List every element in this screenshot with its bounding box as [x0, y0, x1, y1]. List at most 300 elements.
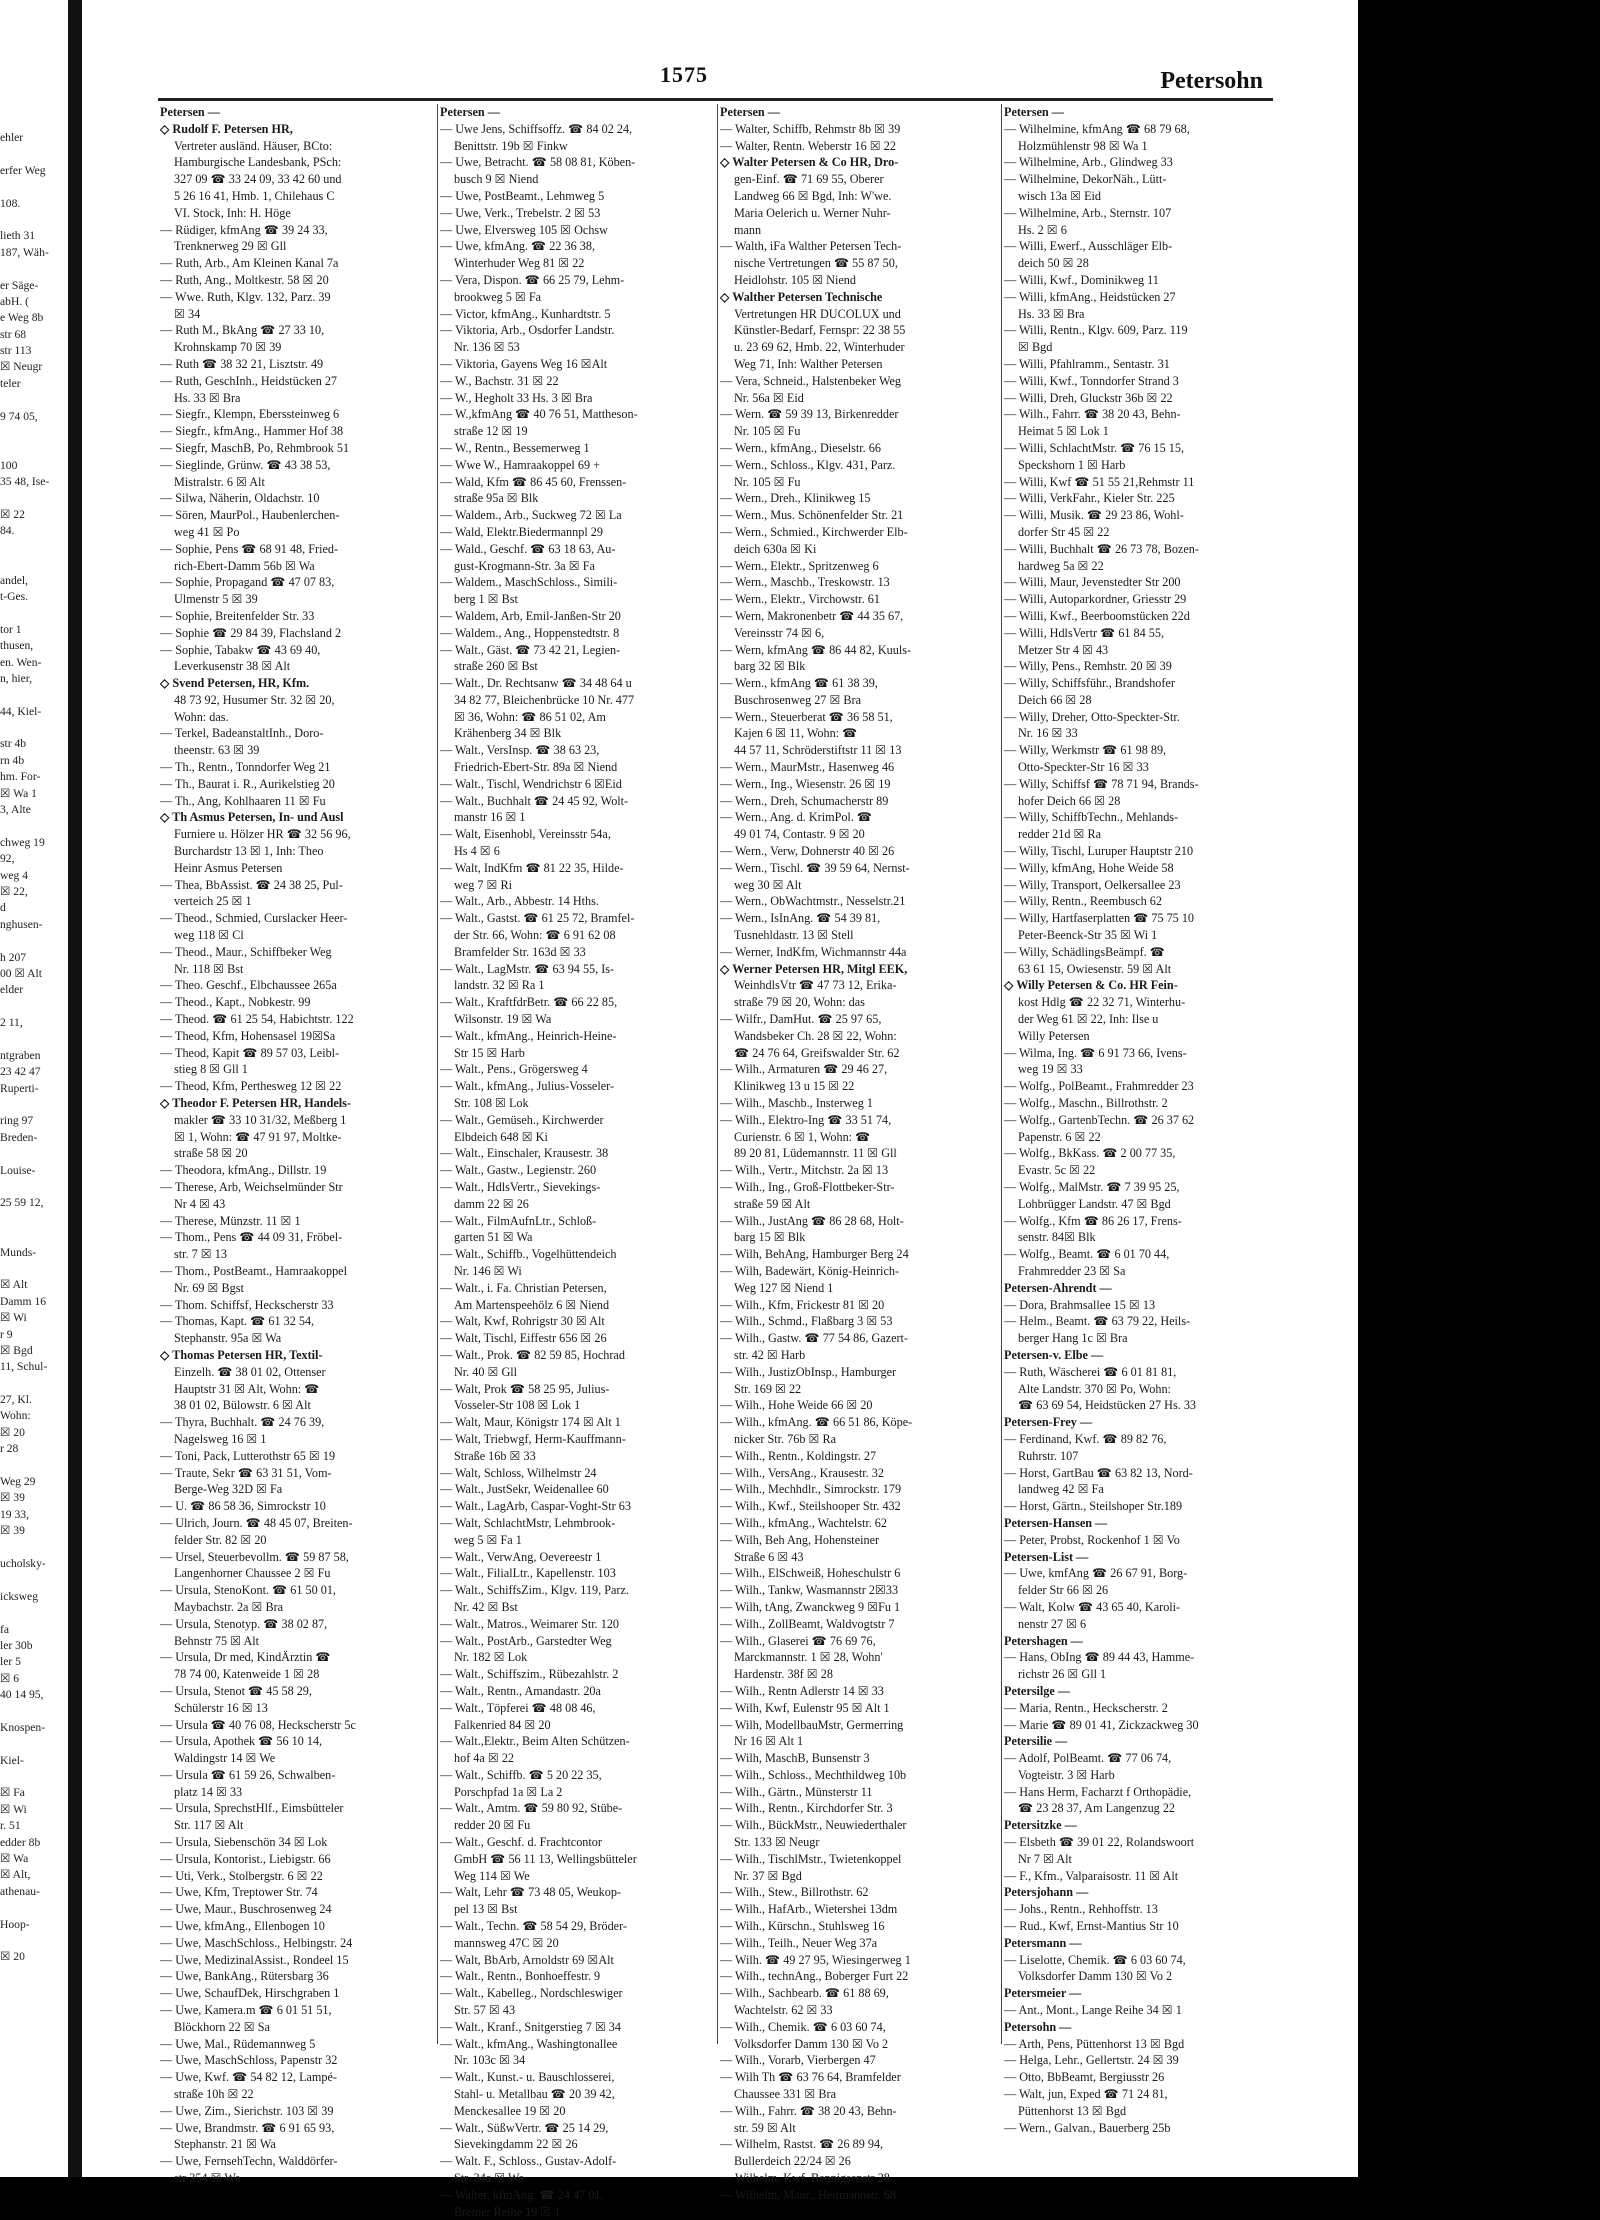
running-head: Petersohn [1160, 68, 1263, 94]
entry-heading: Petersjohann — [1004, 1885, 1089, 1900]
directory-entry: — Willi, Kwf., Tonndorfer Strand 3 [1004, 373, 1179, 388]
facing-page-line [0, 212, 66, 228]
facing-page-line: tor 1 [0, 622, 22, 636]
entry-continuation: Hs. 2 ☒ 6 [1018, 222, 1067, 237]
entry-continuation: Krähenberg 34 ☒ Blk [454, 726, 562, 741]
entry-heading: Petersen — [440, 105, 500, 119]
directory-entry: — Wilh., Stew., Billrothstr. 62 [720, 1885, 869, 1900]
directory-entry: — Wilh., Gärtn., Münsterstr 11 [720, 1784, 873, 1799]
directory-entry: — Uwe Jens, Schiffsoffz. ☎ 84 02 24, [440, 121, 633, 136]
facing-page-line: 84. [0, 524, 15, 538]
facing-page-line [0, 1179, 66, 1195]
directory-entry: — Ursula, Stenot ☎ 45 58 29, [160, 1683, 312, 1698]
directory-entry: — Wilhelm, Kwf, Bennigsenstr 28 [720, 2171, 890, 2186]
entry-continuation: Mistralstr. 6 ☒ Alt [174, 474, 265, 489]
entry-continuation: Krohnskamp 70 ☒ 39 [174, 340, 282, 355]
entry-continuation: Str. 57 ☒ 43 [454, 2003, 516, 2018]
entry-continuation: 5 26 16 41, Hmb. 1, Chilehaus C [174, 188, 335, 203]
directory-entry: — Wilh., Sachbearb. ☎ 61 88 69, [720, 1986, 889, 2001]
facing-page-line [0, 605, 66, 621]
directory-entry: — Wilh., Rentn Adlerstr 14 ☒ 33 [720, 1683, 884, 1698]
directory-entry: — Peter, Probst, Rockenhof 1 ☒ Vo [1004, 1532, 1180, 1547]
directory-entry: — Johs., Rentn., Rehhoffstr. 13 [1004, 1902, 1158, 1917]
directory-entry: — Willy, Schiffsführ., Brandshofer [1004, 676, 1175, 691]
facing-page-line: ☒ Wi [0, 1802, 27, 1816]
facing-page-line: hm. For- [0, 770, 41, 784]
entry-continuation: berger Hang 1c ☒ Bra [1018, 1331, 1128, 1346]
entry-continuation: Evastr. 5c ☒ 22 [1018, 1163, 1096, 1178]
entry-continuation: Blöckhorn 22 ☒ Sa [174, 2019, 270, 2034]
directory-entry: — Viktoria, Gayens Weg 16 ☒Alt [440, 356, 608, 371]
facing-page-line [0, 1605, 66, 1621]
entry-continuation: ☎ 63 69 54, Heidstücken 27 Hs. 33 [1018, 1398, 1197, 1413]
directory-entry: — Uwe, Betracht. ☎ 58 08 81, Köben- [440, 155, 636, 170]
entry-continuation: Behnstr 75 ☒ Alt [174, 1633, 260, 1648]
directory-entry: — Ruth M., BkAng ☎ 27 33 10, [160, 323, 325, 338]
facing-page-line: ntgraben [0, 1048, 41, 1062]
directory-entry: — Wilh., Vorarb, Vierbergen 47 [720, 2053, 876, 2068]
entry-continuation: Hs. 33 ☒ Bra [174, 390, 241, 405]
column-3 [720, 104, 999, 2202]
directory-entry: — Vera, Schneid., Halstenbeker Weg [720, 373, 901, 388]
entry-continuation: 44 57 11, Schröderstiftstr 11 ☒ 13 [734, 743, 902, 758]
directory-entry: — Thom., Pens ☎ 44 09 31, Fröbel- [160, 1230, 343, 1245]
entry-continuation: weg 19 ☒ 33 [1018, 1062, 1083, 1077]
entry-continuation: Frahmredder 23 ☒ Sa [1018, 1263, 1126, 1278]
entry-continuation: Volksdorfer Damm 130 ☒ Vo 2 [734, 2036, 889, 2051]
directory-entry: — Werner, IndKfm, Wichmannstr 44a [720, 944, 907, 959]
entry-continuation: 38 01 02, Bülowstr. 6 ☒ Alt [174, 1398, 311, 1413]
entry-heading: Petersen-Hansen — [1004, 1515, 1108, 1530]
directory-entry: — Maria, Rentn., Heckscherstr. 2 [1004, 1700, 1168, 1715]
entry-continuation: Burchardstr 13 ☒ 1, Inh: Theo [174, 844, 324, 859]
facing-page-line: ☒ Wi [0, 1311, 27, 1325]
entry-continuation: redder 21d ☒ Ra [1018, 827, 1102, 842]
entry-continuation: garten 51 ☒ Wa [454, 1230, 533, 1245]
entry-heading: ◇ Walter Petersen & Co HR, Dro- [720, 155, 899, 170]
directory-entry: — Wolfg., GartenbTechn. ☎ 26 37 62 [1004, 1112, 1195, 1127]
directory-entry: — Walt., Buchhalt ☎ 24 45 92, Wolt- [440, 793, 629, 808]
entry-heading: ◇ Walther Petersen Technische [720, 289, 883, 304]
entry-continuation: Speckshorn 1 ☒ Harb [1018, 457, 1126, 472]
directory-entry: — Wern., ObWachtmstr., Nesselstr.21 [720, 894, 906, 909]
entry-continuation: damm 22 ☒ 26 [454, 1196, 529, 1211]
entry-continuation: Schülerstr 16 ☒ 13 [174, 1700, 268, 1715]
directory-entry: — Willi, Kwf., Dominikweg 11 [1004, 272, 1159, 287]
entry-continuation: Metzer Str 4 ☒ 43 [1018, 642, 1109, 657]
column-divider [717, 104, 718, 2044]
directory-entry: — Wilma, Ing. ☎ 6 91 73 66, Ivens- [1004, 1045, 1187, 1060]
directory-entry: — Silwa, Näherin, Oldachstr. 10 [160, 491, 320, 506]
directory-entry: — Wilh., Chemik. ☎ 6 03 60 74, [720, 2019, 886, 2034]
entry-continuation: mann [734, 222, 762, 237]
directory-entry: — Uwe, MaschSchloss., Helbingstr. 24 [160, 1935, 353, 1950]
facing-page-line: Damm 16 [0, 1294, 47, 1308]
facing-page-line [0, 392, 66, 408]
directory-entry: — Walt., Gemüseh., Kirchwerder [440, 1112, 604, 1127]
entry-continuation: Ruhrstr. 107 [1018, 1448, 1079, 1463]
directory-entry: — Wern., Elektr., Virchowstr. 61 [720, 592, 880, 607]
directory-entry: — Wern., Ang. d. KrimPol. ☎ [720, 810, 873, 825]
facing-page-line: ☒ 22 [0, 507, 25, 521]
entry-continuation: straße 10h ☒ 22 [174, 2087, 254, 2102]
directory-entry: — Theod., Maur., Schiffbeker Weg [160, 944, 332, 959]
facing-page-line: edder 8b [0, 1835, 41, 1849]
directory-entry: — Wern. ☎ 59 39 13, Birkenredder [720, 407, 899, 422]
directory-entry: — Willy, Werkmstr ☎ 61 98 89, [1004, 743, 1167, 758]
entry-heading: Petershagen — [1004, 1633, 1083, 1648]
facing-page-line: Breden- [0, 1130, 38, 1144]
directory-entry: — Wolfg., Maschn., Billrothstr. 2 [1004, 1096, 1168, 1111]
facing-page-line: ☒ 22, [0, 884, 28, 898]
entry-continuation: nische Vertretungen ☎ 55 87 50, [734, 256, 898, 271]
facing-page-line [0, 1769, 66, 1785]
entry-continuation: Nr. 69 ☒ Bgst [174, 1280, 244, 1295]
entry-continuation: Furniere u. Hölzer HR ☎ 32 56 96, [174, 827, 351, 842]
directory-entry: — Rud., Kwf, Ernst-Mantius Str 10 [1004, 1919, 1179, 1934]
facing-page-line: ☒ Fa [0, 1786, 25, 1800]
entry-continuation: der Str. 66, Wohn: ☎ 6 91 62 08 [454, 928, 616, 943]
directory-entry: — Walt., Gastw., Legienstr. 260 [440, 1163, 597, 1178]
directory-entry: — Therese, Münzstr. 11 ☒ 1 [160, 1213, 301, 1228]
directory-entry: — Walt., kfmAng., Heinrich-Heine- [440, 1028, 617, 1043]
directory-entry: — Walt., Rentn., Amandastr. 20a [440, 1683, 601, 1698]
facing-page-line: ☒ Wa 1 [0, 786, 37, 800]
facing-page-line [0, 179, 66, 195]
entry-continuation: Marckmannstr. 1 ☒ 28, Wohn' [734, 1650, 883, 1665]
facing-page-line [0, 491, 66, 507]
entry-heading: Petersen — [1004, 105, 1064, 119]
facing-page-line [0, 261, 66, 277]
directory-entry: — Willy, Tischl, Luruper Hauptstr 210 [1004, 844, 1194, 859]
directory-entry: — Willi, Rentn., Klgv. 609, Parz. 119 [1004, 323, 1188, 338]
directory-entry: — Theod., Schmied, Curslacker Heer- [160, 911, 348, 926]
facing-page-line: e Weg 8b [0, 311, 44, 325]
entry-continuation: straße 95a ☒ Blk [454, 491, 539, 506]
entry-continuation: Papenstr. 6 ☒ 22 [1018, 1129, 1101, 1144]
directory-entry: — Wilh, MaschB, Bunsenstr 3 [720, 1751, 870, 1766]
facing-page-line: Ruperti- [0, 1081, 39, 1095]
entry-continuation: Hardenstr. 38f ☒ 28 [734, 1667, 833, 1682]
directory-entry: — Wilh., VersAng., Krausestr. 32 [720, 1465, 884, 1480]
directory-entry: — Walt., Töpferei ☎ 48 08 46, [440, 1700, 596, 1715]
directory-entry: — Willi, HdlsVertr ☎ 61 84 55, [1004, 625, 1165, 640]
directory-entry: — Waldem., Arb., Suckweg 72 ☒ La [440, 508, 622, 523]
entry-continuation: Nr. 146 ☒ Wi [454, 1263, 522, 1278]
entry-continuation: Volksdorfer Damm 130 ☒ Vo 2 [1018, 1969, 1173, 1984]
facing-page-line: ☒ Alt, [0, 1868, 31, 1882]
entry-continuation: Maybachstr. 2a ☒ Bra [174, 1599, 284, 1614]
directory-entry: — Walter, kfmAng. ☎ 24 47 01, [440, 2187, 604, 2202]
directory-entry: — Ursula, Stenotyp. ☎ 38 02 87, [160, 1616, 328, 1631]
entry-continuation: Weg 127 ☒ Niend 1 [734, 1280, 834, 1295]
directory-entry: — Wilh., Maschb., Insterweg 1 [720, 1096, 873, 1111]
directory-entry: — Theo. Geschf., Elbchaussee 265a [160, 978, 337, 993]
entry-continuation: Alte Landstr. 370 ☒ Po, Wohn: [1018, 1381, 1171, 1396]
entry-continuation: Str. 117 ☒ Alt [174, 1818, 244, 1833]
directory-entry: — Wilh., TischlMstr., Twietenkoppel [720, 1851, 902, 1866]
directory-entry: — Wilh., ElSchweiß, Hoheschulstr 6 [720, 1566, 901, 1581]
entry-continuation: 34 82 77, Bleichenbrücke 10 Nr. 477 [454, 692, 635, 707]
directory-entry: — Walt., KraftfdrBetr. ☎ 66 22 85, [440, 995, 618, 1010]
entry-heading: Petersmann — [1004, 1935, 1082, 1950]
directory-entry: — Th., Baurat i. R., Aurikelstieg 20 [160, 776, 335, 791]
facing-page-line [0, 425, 66, 441]
directory-entry: — Uwe, kmfAng ☎ 26 67 91, Borg- [1004, 1566, 1188, 1581]
facing-page-line [0, 1261, 66, 1277]
entry-continuation: Stahl- u. Metallbau ☎ 20 39 42, [454, 2087, 615, 2102]
facing-page-line: 2 11, [0, 1016, 23, 1030]
facing-page-line [0, 1572, 66, 1588]
directory-entry: — Theod, Kfm, Perthesweg 12 ☒ 22 [160, 1079, 342, 1094]
entry-continuation: Nr 4 ☒ 43 [174, 1196, 226, 1211]
entry-continuation: Nr. 56a ☒ Eid [734, 390, 804, 405]
facing-page-line [0, 1097, 66, 1113]
entry-continuation: VI. Stock, Inh: H. Höge [174, 205, 291, 220]
directory-entry: — Walt., Einschaler, Krausestr. 38 [440, 1146, 609, 1161]
facing-page-line: 9 74 05, [0, 409, 38, 423]
entry-heading: Petersen-v. Elbe — [1004, 1347, 1104, 1362]
directory-entry: — Uwe, Mal., Rüdemannweg 5 [160, 2036, 316, 2051]
entry-continuation: gust-Krogmann-Str. 3a ☒ Fa [454, 558, 595, 573]
entry-continuation: makler ☎ 33 10 31/32, Meßberg 1 [174, 1112, 347, 1127]
directory-entry: — Wilh., technAng., Boberger Furt 22 [720, 1969, 909, 1984]
entry-continuation: Hs. 33 ☒ Bra [1018, 306, 1085, 321]
directory-entry: — Wern., kfmAng ☎ 61 38 39, [720, 676, 878, 691]
directory-entry: — Walt, Schloss, Wilhelmstr 24 [440, 1465, 597, 1480]
directory-entry: — Walter, Schiffb, Rehmstr 8b ☒ 39 [720, 121, 901, 136]
entry-continuation: Waldingstr 14 ☒ We [174, 1751, 276, 1766]
facing-page-line: r. 51 [0, 1819, 21, 1833]
facing-page-strip [0, 130, 66, 2110]
directory-entry: — Ursula, StenoKont. ☎ 61 50 01, [160, 1583, 336, 1598]
entry-continuation: felder Str. 82 ☒ 20 [174, 1532, 267, 1547]
entry-heading: Petersilge — [1004, 1683, 1070, 1698]
directory-entry: — Wald, Elektr.Biedermannpl 29 [440, 524, 603, 539]
directory-entry: — Siegfr., kfmAng., Hammer Hof 38 [160, 424, 344, 439]
directory-entry: — Wald., Geschf. ☎ 63 18 63, Au- [440, 541, 616, 556]
directory-entry: — Wilhelmine, DekorNäh., Lütt- [1004, 172, 1167, 187]
entry-continuation: Nr. 40 ☒ Gll [454, 1364, 518, 1379]
facing-page-line: 00 ☒ Alt [0, 966, 42, 980]
entry-continuation: Menckesallee 19 ☒ 20 [454, 2103, 566, 2118]
directory-entry: — Sophie, Tabakw ☎ 43 69 40, [160, 642, 321, 657]
directory-entry: — Wilh., Gastw. ☎ 77 54 86, Gazert- [720, 1331, 908, 1346]
directory-entry: — Horst, Gärtn., Steilshoper Str.189 [1004, 1499, 1183, 1514]
directory-entry: — Walt., Gastst. ☎ 61 25 72, Bramfel- [440, 911, 635, 926]
facing-page-line: n, hier, [0, 671, 33, 685]
entry-continuation: ☒ 1, Wohn: ☎ 47 91 97, Moltke- [174, 1129, 342, 1144]
directory-entry: — Uwe, SchaufDek, Hirschgraben 1 [160, 1986, 340, 2001]
directory-entry: — Ursula, Dr med, KindÄrztin ☎ [160, 1650, 331, 1665]
entry-continuation: richstr 26 ☒ Gll 1 [1018, 1667, 1107, 1682]
facing-page-line [0, 1458, 66, 1474]
entry-continuation: Püttenhorst 13 ☒ Bgd [1018, 2103, 1127, 2118]
directory-entry: — Wolfg., Kfm ☎ 86 26 17, Frens- [1004, 1213, 1182, 1228]
directory-entry: — Siegfr., Klempn, Eberssteinweg 6 [160, 407, 340, 422]
directory-entry: — Theodora, kfmAng., Dillstr. 19 [160, 1163, 327, 1178]
directory-entry: — Willi, SchlachtMstr. ☎ 76 15 15, [1004, 440, 1185, 455]
directory-entry: — Toni, Pack, Lutterothstr 65 ☒ 19 [160, 1448, 336, 1463]
directory-entry: — Wilh., BückMstr., Neuwiederthaler [720, 1818, 907, 1833]
facing-page-line: rn 4b [0, 753, 25, 767]
directory-entry: — Wern., Tischl. ☎ 39 59 64, Nernst- [720, 860, 910, 875]
entry-continuation: nenstr 27 ☒ 6 [1018, 1616, 1087, 1631]
facing-page-line [0, 1228, 66, 1244]
entry-continuation: Nagelsweg 16 ☒ 1 [174, 1431, 267, 1446]
entry-continuation: Nr. 37 ☒ Bgd [734, 1868, 802, 1883]
directory-entry: — Walt., kfmAng., Julius-Vosseler- [440, 1079, 615, 1094]
directory-entry: — Thomas, Kapt. ☎ 61 32 54, [160, 1314, 315, 1329]
entry-continuation: Klinikweg 13 u 15 ☒ 22 [734, 1079, 855, 1094]
header-rule [158, 98, 1273, 101]
directory-entry: — Uwe, Kfm, Treptower Str. 74 [160, 1885, 318, 1900]
directory-entry: — Willi, Buchhalt ☎ 26 73 78, Bozen- [1004, 541, 1199, 556]
directory-entry: — Theod., Kapt., Nobkestr. 99 [160, 995, 311, 1010]
directory-entry: — Uwe, Kamera.m ☎ 6 01 51 51, [160, 2003, 332, 2018]
directory-entry: — Walt., VerwAng, Oevereestr 1 [440, 1549, 602, 1564]
directory-entry: — Willi, VerkFahr., Kieler Str. 225 [1004, 491, 1175, 506]
directory-entry: — Wilh Th ☎ 63 76 64, Bramfelder [720, 2070, 901, 2085]
directory-entry: — Willy, Transport, Oelkersallee 23 [1004, 877, 1181, 892]
facing-page-line: 100 [0, 458, 18, 472]
directory-entry: — Wern., Schloss., Klgv. 431, Parz. [720, 457, 896, 472]
facing-page-line: nghusen- [0, 917, 43, 931]
directory-entry: — Uwe, MedizinalAssist., Rondeel 15 [160, 1952, 349, 1967]
entry-continuation: Wilsonstr. 19 ☒ Wa [454, 1012, 552, 1027]
entry-continuation: str. 42 ☒ Harb [734, 1347, 806, 1362]
facing-page-line: r 28 [0, 1442, 19, 1456]
entry-continuation: Heinr Asmus Petersen [174, 860, 283, 875]
directory-entry: — Marie ☎ 89 01 41, Zickzackweg 30 [1004, 1717, 1199, 1732]
entry-continuation: Willy Petersen [1018, 1028, 1090, 1043]
directory-entry: — Wilh., Armaturen ☎ 29 46 27, [720, 1062, 888, 1077]
directory-entry: — Walt., i. Fa. Christian Petersen, [440, 1280, 607, 1295]
entry-heading: Petersitzke — [1004, 1818, 1077, 1833]
directory-entry: — Wilh., Ing., Groß-Flottbeker-Str- [720, 1180, 895, 1194]
column-1 [160, 104, 434, 2186]
entry-continuation: Chaussee 331 ☒ Bra [734, 2087, 836, 2102]
entry-continuation: der Weg 61 ☒ 22, Inh: Ilse u [1018, 1012, 1159, 1027]
entry-heading: Petersen — [720, 105, 780, 119]
directory-entry: — W., Hegholt 33 Hs. 3 ☒ Bra [440, 390, 593, 405]
directory-entry: — Wern., Verw, Dohnerstr 40 ☒ 26 [720, 844, 895, 859]
facing-page-line [0, 1540, 66, 1556]
entry-continuation: landweg 42 ☒ Fa [1018, 1482, 1104, 1497]
directory-entry: — Elsbeth ☎ 39 01 22, Rolandswoort [1004, 1835, 1195, 1850]
facing-page-line [0, 687, 66, 703]
facing-page-line: 92, [0, 852, 15, 866]
entry-continuation: redder 20 ☒ Fu [454, 1818, 531, 1833]
directory-entry: — Sophie, Propagand ☎ 47 07 83, [160, 575, 335, 590]
directory-entry: — Walt., Prok. ☎ 82 59 85, Hochrad [440, 1347, 625, 1362]
directory-entry: — Ursula, Siebenschön 34 ☒ Lok [160, 1835, 328, 1850]
directory-entry: — Wilh., ZollBeamt, Waldvogtstr 7 [720, 1616, 895, 1631]
facing-page-line: ☒ Wa [0, 1852, 29, 1866]
directory-entry: — Siegfr, MaschB, Po, Rehmbrook 51 [160, 440, 350, 455]
facing-page-line: teler [0, 376, 21, 390]
entry-continuation: stieg 8 ☒ Gll 1 [174, 1062, 248, 1077]
entry-continuation: straße 79 ☒ 20, Wohn: das [734, 995, 865, 1010]
directory-entry: — Wilhelmine, kfmAng ☎ 68 79 68, [1004, 121, 1190, 136]
entry-heading: Petersen-Frey — [1004, 1415, 1093, 1430]
column-2 [440, 104, 715, 2219]
facing-page-line [0, 1212, 66, 1228]
directory-entry: — Wern., Dreh, Schumacherstr 89 [720, 793, 889, 808]
directory-entry: — Wilh., Hohe Weide 66 ☒ 20 [720, 1398, 873, 1413]
entry-continuation: berg 1 ☒ Bst [454, 592, 518, 607]
entry-continuation: theenstr. 63 ☒ 39 [174, 743, 260, 758]
entry-continuation: Porschpfad 1a ☒ La 2 [454, 1784, 563, 1799]
directory-entry: — Arth, Pens, Püttenhorst 13 ☒ Bgd [1004, 2036, 1185, 2051]
directory-entry: — Uwe, MaschSchloss, Papenstr 32 [160, 2053, 338, 2068]
entry-continuation: mannsweg 47C ☒ 20 [454, 1935, 559, 1950]
facing-page-line: Hoop- [0, 1917, 30, 1931]
directory-entry: — Wilhelmine, Arb., Sternstr. 107 [1004, 205, 1172, 220]
directory-entry: — Ferdinand, Kwf. ☎ 89 82 76, [1004, 1431, 1167, 1446]
column-divider [1001, 104, 1002, 2044]
directory-entry: — Walt., Schiffszim., Rübezahlstr. 2 [440, 1667, 619, 1682]
directory-entry: — Wern., MaurMstr., Hasenweg 46 [720, 760, 895, 775]
directory-entry: — Liselotte, Chemik. ☎ 6 03 60 74, [1004, 1952, 1186, 1967]
entry-continuation: Vosseler-Str 108 ☒ Lok 1 [454, 1398, 581, 1413]
directory-entry: — Walt., Gäst. ☎ 73 42 21, Legien- [440, 642, 621, 657]
directory-entry: — Willi, Musik. ☎ 29 23 86, Wohl- [1004, 508, 1184, 523]
directory-entry: — Walt., Kunst.- u. Bauschlosserei, [440, 2070, 615, 2085]
entry-continuation: ☒ Bgd [1018, 340, 1053, 355]
directory-entry: — Viktoria, Arb., Osdorfer Landstr. [440, 323, 615, 338]
entry-continuation: Vertreter ausländ. Häuser, BCto: [174, 138, 333, 153]
directory-entry: — Sophie ☎ 29 84 39, Flachsland 2 [160, 625, 342, 640]
directory-entry: — Walt, Prok ☎ 58 25 95, Julius- [440, 1381, 610, 1396]
entry-continuation: dorfer Str 45 ☒ 22 [1018, 524, 1110, 539]
facing-page-line: 108. [0, 196, 21, 210]
entry-continuation: Vogteistr. 3 ☒ Harb [1018, 1767, 1115, 1782]
directory-entry: — Willy, SchädlingsBeämpf. ☎ [1004, 944, 1165, 959]
directory-entry: — Wilh., Tankw, Wasmannstr 2☒33 [720, 1583, 899, 1598]
directory-entry: — Ruth, Wäscherei ☎ 6 01 81 81, [1004, 1364, 1177, 1379]
directory-entry: — Wilh., Rentn., Kirchdorfer Str. 3 [720, 1801, 893, 1816]
directory-entry: — Helm., Beamt. ☎ 63 79 22, Heils- [1004, 1314, 1191, 1329]
entry-heading: Petersen-List — [1004, 1549, 1089, 1564]
directory-entry: — Ruth ☎ 38 32 21, Lisztstr. 49 [160, 356, 324, 371]
entry-continuation: Bullerdeich 22/24 ☒ 26 [734, 2154, 851, 2169]
facing-page-line: 11, Schul- [0, 1360, 48, 1374]
directory-entry: — Walt., SchiffsZim., Klgv. 119, Parz. [440, 1583, 629, 1598]
entry-continuation: Benittstr. 19b ☒ Finkw [454, 138, 568, 153]
entry-continuation: Hauptstr 31 ☒ Alt, Wohn: ☎ [174, 1381, 320, 1396]
facing-page-line: ☒ 39 [0, 1491, 25, 1505]
directory-entry: — Hans Herm, Facharzt f Orthopädie, [1004, 1784, 1192, 1799]
directory-entry: — Walt., Amtm. ☎ 59 80 92, Stübe- [440, 1801, 623, 1816]
directory-entry: — Ursula ☎ 40 76 08, Heckscherstr 5c [160, 1717, 356, 1732]
entry-continuation: 327 09 ☎ 33 24 09, 33 42 60 und [174, 172, 342, 187]
directory-entry: — Wilh., kfmAng., Wachtelstr. 62 [720, 1515, 887, 1530]
directory-entry: — Walth, iFa Walther Petersen Tech- [720, 239, 902, 254]
directory-entry: — Willy, Hartfaserplatten ☎ 75 75 10 [1004, 911, 1195, 926]
facing-page-line [0, 1704, 66, 1720]
facing-page-line [0, 1900, 66, 1916]
entry-continuation: u. 23 69 62, Hmb. 22, Winterhuder [734, 340, 905, 355]
facing-page-line: ☒ 39 [0, 1524, 25, 1538]
facing-page-line: icksweg [0, 1589, 38, 1603]
facing-page-line [0, 999, 66, 1015]
facing-page-line: 23 42 47 [0, 1065, 41, 1079]
entry-continuation: senstr. 84☒ Blk [1018, 1230, 1096, 1245]
entry-heading: ◇ Th Asmus Petersen, In- und Ausl [160, 810, 344, 825]
directory-entry: — Wilhelm, Rastst. ☎ 26 89 94, [720, 2137, 884, 2152]
entry-continuation: Weg 71, Inh: Walther Petersen [734, 356, 883, 371]
